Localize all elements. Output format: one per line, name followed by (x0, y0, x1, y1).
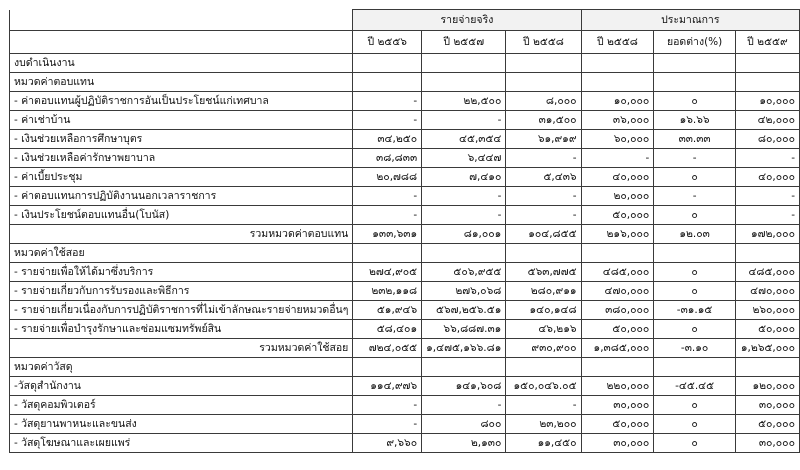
table-row (10, 130, 800, 149)
col-header: ปี ๒๕๕๗ (422, 31, 506, 54)
row-label: - เงินช่วยเหลือค่ารักษาพยาบาล (10, 149, 353, 168)
row-label: งบดำเนินงาน (10, 54, 353, 73)
value-cell: ๓๘,๘๓๓ (353, 149, 422, 168)
value-cell: ๕๐,๐๐๐ (581, 415, 654, 434)
table-row (10, 92, 800, 111)
value-cell: ๔๗๐,๐๐๐ (581, 282, 654, 301)
value-cell (581, 244, 654, 263)
table-row (10, 320, 800, 339)
value-cell: - (506, 396, 581, 415)
value-cell: ๑,๔๗๕,๑๖๖.๘๑ (422, 339, 506, 358)
value-cell: ๒๐,๐๐๐ (581, 187, 654, 206)
group-row (10, 244, 800, 263)
value-cell: ๒๖๐,๐๐๐ (735, 301, 799, 320)
value-cell: - (353, 92, 422, 111)
value-cell: - (735, 149, 799, 168)
row-label: - ค่าเบี้ยประชุม (10, 168, 353, 187)
value-cell: ๗,๔๑๐ (422, 168, 506, 187)
value-cell: ๔๒,๐๐๐ (735, 111, 799, 130)
value-cell: - (506, 206, 581, 225)
value-cell: ๕๖๓,๗๗๕ (506, 263, 581, 282)
total-row (10, 225, 800, 244)
value-cell: ๑๖.๖๖ (654, 111, 736, 130)
value-cell: ๖๐,๐๐๐ (581, 130, 654, 149)
value-cell (654, 244, 736, 263)
value-cell (735, 73, 799, 92)
table-row (10, 415, 800, 434)
value-cell: - (654, 149, 736, 168)
value-cell: ๐ (654, 168, 736, 187)
value-cell (735, 54, 799, 73)
header-item-cell (10, 31, 353, 54)
group-row (10, 73, 800, 92)
value-cell: ๑๒.๐๓ (654, 225, 736, 244)
table-body (10, 54, 800, 453)
value-cell (353, 244, 422, 263)
header-estimate: ประมาณการ (581, 10, 799, 31)
value-cell: ๐ (654, 92, 736, 111)
value-cell (506, 54, 581, 73)
value-cell (654, 54, 736, 73)
value-cell: ๑๗๒,๐๐๐ (735, 225, 799, 244)
value-cell: ๒๘๐,๙๑๑ (506, 282, 581, 301)
value-cell: ๕๐,๐๐๐ (581, 206, 654, 225)
value-cell: - (735, 206, 799, 225)
budget-table (9, 9, 800, 453)
value-cell: ๐ (654, 320, 736, 339)
value-cell: -๓๑.๑๕ (654, 301, 736, 320)
value-cell: ๕,๔๓๖ (506, 168, 581, 187)
value-cell: ๘๑,๐๐๑ (422, 225, 506, 244)
value-cell: ๘๐,๐๐๐ (735, 130, 799, 149)
value-cell: ๒,๑๓๐ (422, 434, 506, 453)
value-cell: ๔๐,๐๐๐ (581, 168, 654, 187)
value-cell: - (506, 187, 581, 206)
value-cell: ๙,๖๖๐ (353, 434, 422, 453)
table-row (10, 168, 800, 187)
value-cell: ๐ (654, 415, 736, 434)
value-cell: ๓๖,๐๐๐ (581, 111, 654, 130)
value-cell: ๑๓๓,๖๓๑ (353, 225, 422, 244)
value-cell (581, 358, 654, 377)
value-cell: ๖,๔๔๗ (422, 149, 506, 168)
table-row (10, 301, 800, 320)
value-cell (422, 358, 506, 377)
value-cell: ๒๗๔,๙๐๕ (353, 263, 422, 282)
group-row (10, 358, 800, 377)
value-cell: ๓๓.๓๓ (654, 130, 736, 149)
header-actual-spending: รายจ่ายจริง (353, 10, 581, 31)
value-cell: ๓๘๐,๐๐๐ (581, 301, 654, 320)
value-cell: ๕๐,๐๐๐ (581, 320, 654, 339)
value-cell: ๓๐,๐๐๐ (581, 434, 654, 453)
row-label: - เงินช่วยเหลือการศึกษาบุตร (10, 130, 353, 149)
value-cell: ๓๐,๐๐๐ (735, 396, 799, 415)
value-cell: ๒๓,๒๐๐ (506, 415, 581, 434)
value-cell: ๓๔,๒๕๐ (353, 130, 422, 149)
row-label: - รายจ่ายเพื่อให้ได้มาซึ่งบริการ (10, 263, 353, 282)
row-label: - ค่าตอบแทนการปฏิบัติงานนอกเวลาราชการ (10, 187, 353, 206)
value-cell (422, 73, 506, 92)
col-header: ปี ๒๕๕๘ (581, 31, 654, 54)
value-cell (506, 244, 581, 263)
total-row (10, 339, 800, 358)
section-row (10, 54, 800, 73)
value-cell: ๕๑,๙๔๖ (353, 301, 422, 320)
value-cell (353, 54, 422, 73)
value-cell: ๙๓๐,๙๐๐ (506, 339, 581, 358)
value-cell: ๔๖,๒๑๖ (506, 320, 581, 339)
value-cell: ๑,๒๖๕,๐๐๐ (735, 339, 799, 358)
col-header: ปี ๒๕๕๘ (506, 31, 581, 54)
table-row (10, 377, 800, 396)
value-cell: - (353, 206, 422, 225)
value-cell: ๑๐,๐๐๐ (581, 92, 654, 111)
row-label: หมวดค่าตอบแทน (10, 73, 353, 92)
value-cell: ๐ (654, 282, 736, 301)
row-label: รวมหมวดค่าตอบแทน (10, 225, 353, 244)
value-cell: - (422, 187, 506, 206)
value-cell: - (581, 149, 654, 168)
value-cell: ๐ (654, 396, 736, 415)
value-cell: - (422, 396, 506, 415)
value-cell: ๒๐,๗๘๘ (353, 168, 422, 187)
value-cell: - (353, 415, 422, 434)
row-label: หมวดค่าใช้สอย (10, 244, 353, 263)
value-cell (735, 358, 799, 377)
value-cell: ๒๗๖,๐๖๘ (422, 282, 506, 301)
value-cell: -๔๕.๔๕ (654, 377, 736, 396)
value-cell: ๕๐,๐๐๐ (735, 320, 799, 339)
value-cell (654, 358, 736, 377)
value-cell: ๓๐,๐๐๐ (735, 434, 799, 453)
row-label: - วัสดุโฆษณาและเผยแพร่ (10, 434, 353, 453)
value-cell: ๔๘๕,๐๐๐ (735, 263, 799, 282)
value-cell (581, 54, 654, 73)
value-cell: ๐ (654, 434, 736, 453)
value-cell: ๖๑,๙๑๙ (506, 130, 581, 149)
header-blank-cell (10, 10, 353, 31)
row-label: -วัสดุสำนักงาน (10, 377, 353, 396)
value-cell (735, 244, 799, 263)
value-cell: - (422, 111, 506, 130)
col-header: ยอดต่าง(%) (654, 31, 736, 54)
table-row (10, 206, 800, 225)
value-cell: ๓๐,๐๐๐ (581, 396, 654, 415)
value-cell (422, 54, 506, 73)
value-cell: ๖๖,๘๘๗.๓๑ (422, 320, 506, 339)
table-row (10, 434, 800, 453)
value-cell (353, 73, 422, 92)
value-cell: ๓๑,๕๐๐ (506, 111, 581, 130)
value-cell: ๕๖๗,๒๕๖.๕๑ (422, 301, 506, 320)
value-cell (654, 73, 736, 92)
table-row (10, 263, 800, 282)
value-cell: ๔๗๐,๐๐๐ (735, 282, 799, 301)
value-cell: - (353, 396, 422, 415)
value-cell: ๑๐,๐๐๐ (735, 92, 799, 111)
value-cell: ๘,๐๐๐ (506, 92, 581, 111)
value-cell: ๗๒๔,๐๕๕ (353, 339, 422, 358)
row-label: - วัสดุคอมพิวเตอร์ (10, 396, 353, 415)
table-row (10, 282, 800, 301)
row-label: - ค่าเช่าบ้าน (10, 111, 353, 130)
value-cell: - (735, 187, 799, 206)
value-cell: - (654, 187, 736, 206)
value-cell: ๕๘,๔๐๑ (353, 320, 422, 339)
value-cell: - (506, 149, 581, 168)
row-label: - รายจ่ายเกี่ยวเนื่องกับการปฏิบัติราชการที่ไม่เข้าลักษณะรายจ่ายหมวดอื่นๆ (10, 301, 353, 320)
value-cell: ๑๔๐,๑๔๘ (506, 301, 581, 320)
col-header: ปี ๒๕๕๙ (735, 31, 799, 54)
value-cell: ๐ (654, 206, 736, 225)
row-label: - รายจ่ายเกี่ยวกับการรับรองและพิธีการ (10, 282, 353, 301)
value-cell: ๑๑๔,๙๗๖ (353, 377, 422, 396)
value-cell: ๑,๓๘๕,๐๐๐ (581, 339, 654, 358)
table-row (10, 396, 800, 415)
row-label: รวมหมวดค่าใช้สอย (10, 339, 353, 358)
row-label: - ค่าตอบแทนผู้ปฏิบัติราชการอันเป็นประโยชน์แก่เทศบาล (10, 92, 353, 111)
row-label: - เงินประโยชน์ตอบแทนอื่น(โบนัส) (10, 206, 353, 225)
value-cell: ๔๕,๓๕๔ (422, 130, 506, 149)
row-label: - วัสดุยานพาหนะและขนส่ง (10, 415, 353, 434)
table-row (10, 149, 800, 168)
col-header: ปี ๒๕๕๖ (353, 31, 422, 54)
value-cell: ๔๐,๐๐๐ (735, 168, 799, 187)
value-cell: ๘๐๐ (422, 415, 506, 434)
value-cell: ๕๐๖,๙๕๕ (422, 263, 506, 282)
value-cell: ๒๒๐,๐๐๐ (581, 377, 654, 396)
value-cell: ๒๑๖,๐๐๐ (581, 225, 654, 244)
value-cell: -๓.๑๐ (654, 339, 736, 358)
value-cell (581, 73, 654, 92)
value-cell: ๑๑,๔๕๐ (506, 434, 581, 453)
table-row (10, 187, 800, 206)
value-cell: ๒๓๒,๑๑๘ (353, 282, 422, 301)
value-cell: ๑๒๐,๐๐๐ (735, 377, 799, 396)
row-label: - รายจ่ายเพื่อบำรุงรักษาและซ่อมแซมทรัพย์สิน (10, 320, 353, 339)
value-cell (506, 358, 581, 377)
value-cell: - (353, 187, 422, 206)
value-cell: ๑๕๐,๐๔๖.๐๕ (506, 377, 581, 396)
value-cell: ๕๐,๐๐๐ (735, 415, 799, 434)
value-cell: ๑๔๑,๖๐๘ (422, 377, 506, 396)
value-cell: ๐ (654, 263, 736, 282)
row-label: หมวดค่าวัสดุ (10, 358, 353, 377)
value-cell (506, 73, 581, 92)
value-cell: - (422, 206, 506, 225)
table-row (10, 111, 800, 130)
value-cell (353, 358, 422, 377)
value-cell: - (353, 111, 422, 130)
value-cell: ๔๘๕,๐๐๐ (581, 263, 654, 282)
value-cell: ๒๒,๕๐๐ (422, 92, 506, 111)
value-cell (422, 244, 506, 263)
value-cell: ๑๐๔,๘๕๕ (506, 225, 581, 244)
